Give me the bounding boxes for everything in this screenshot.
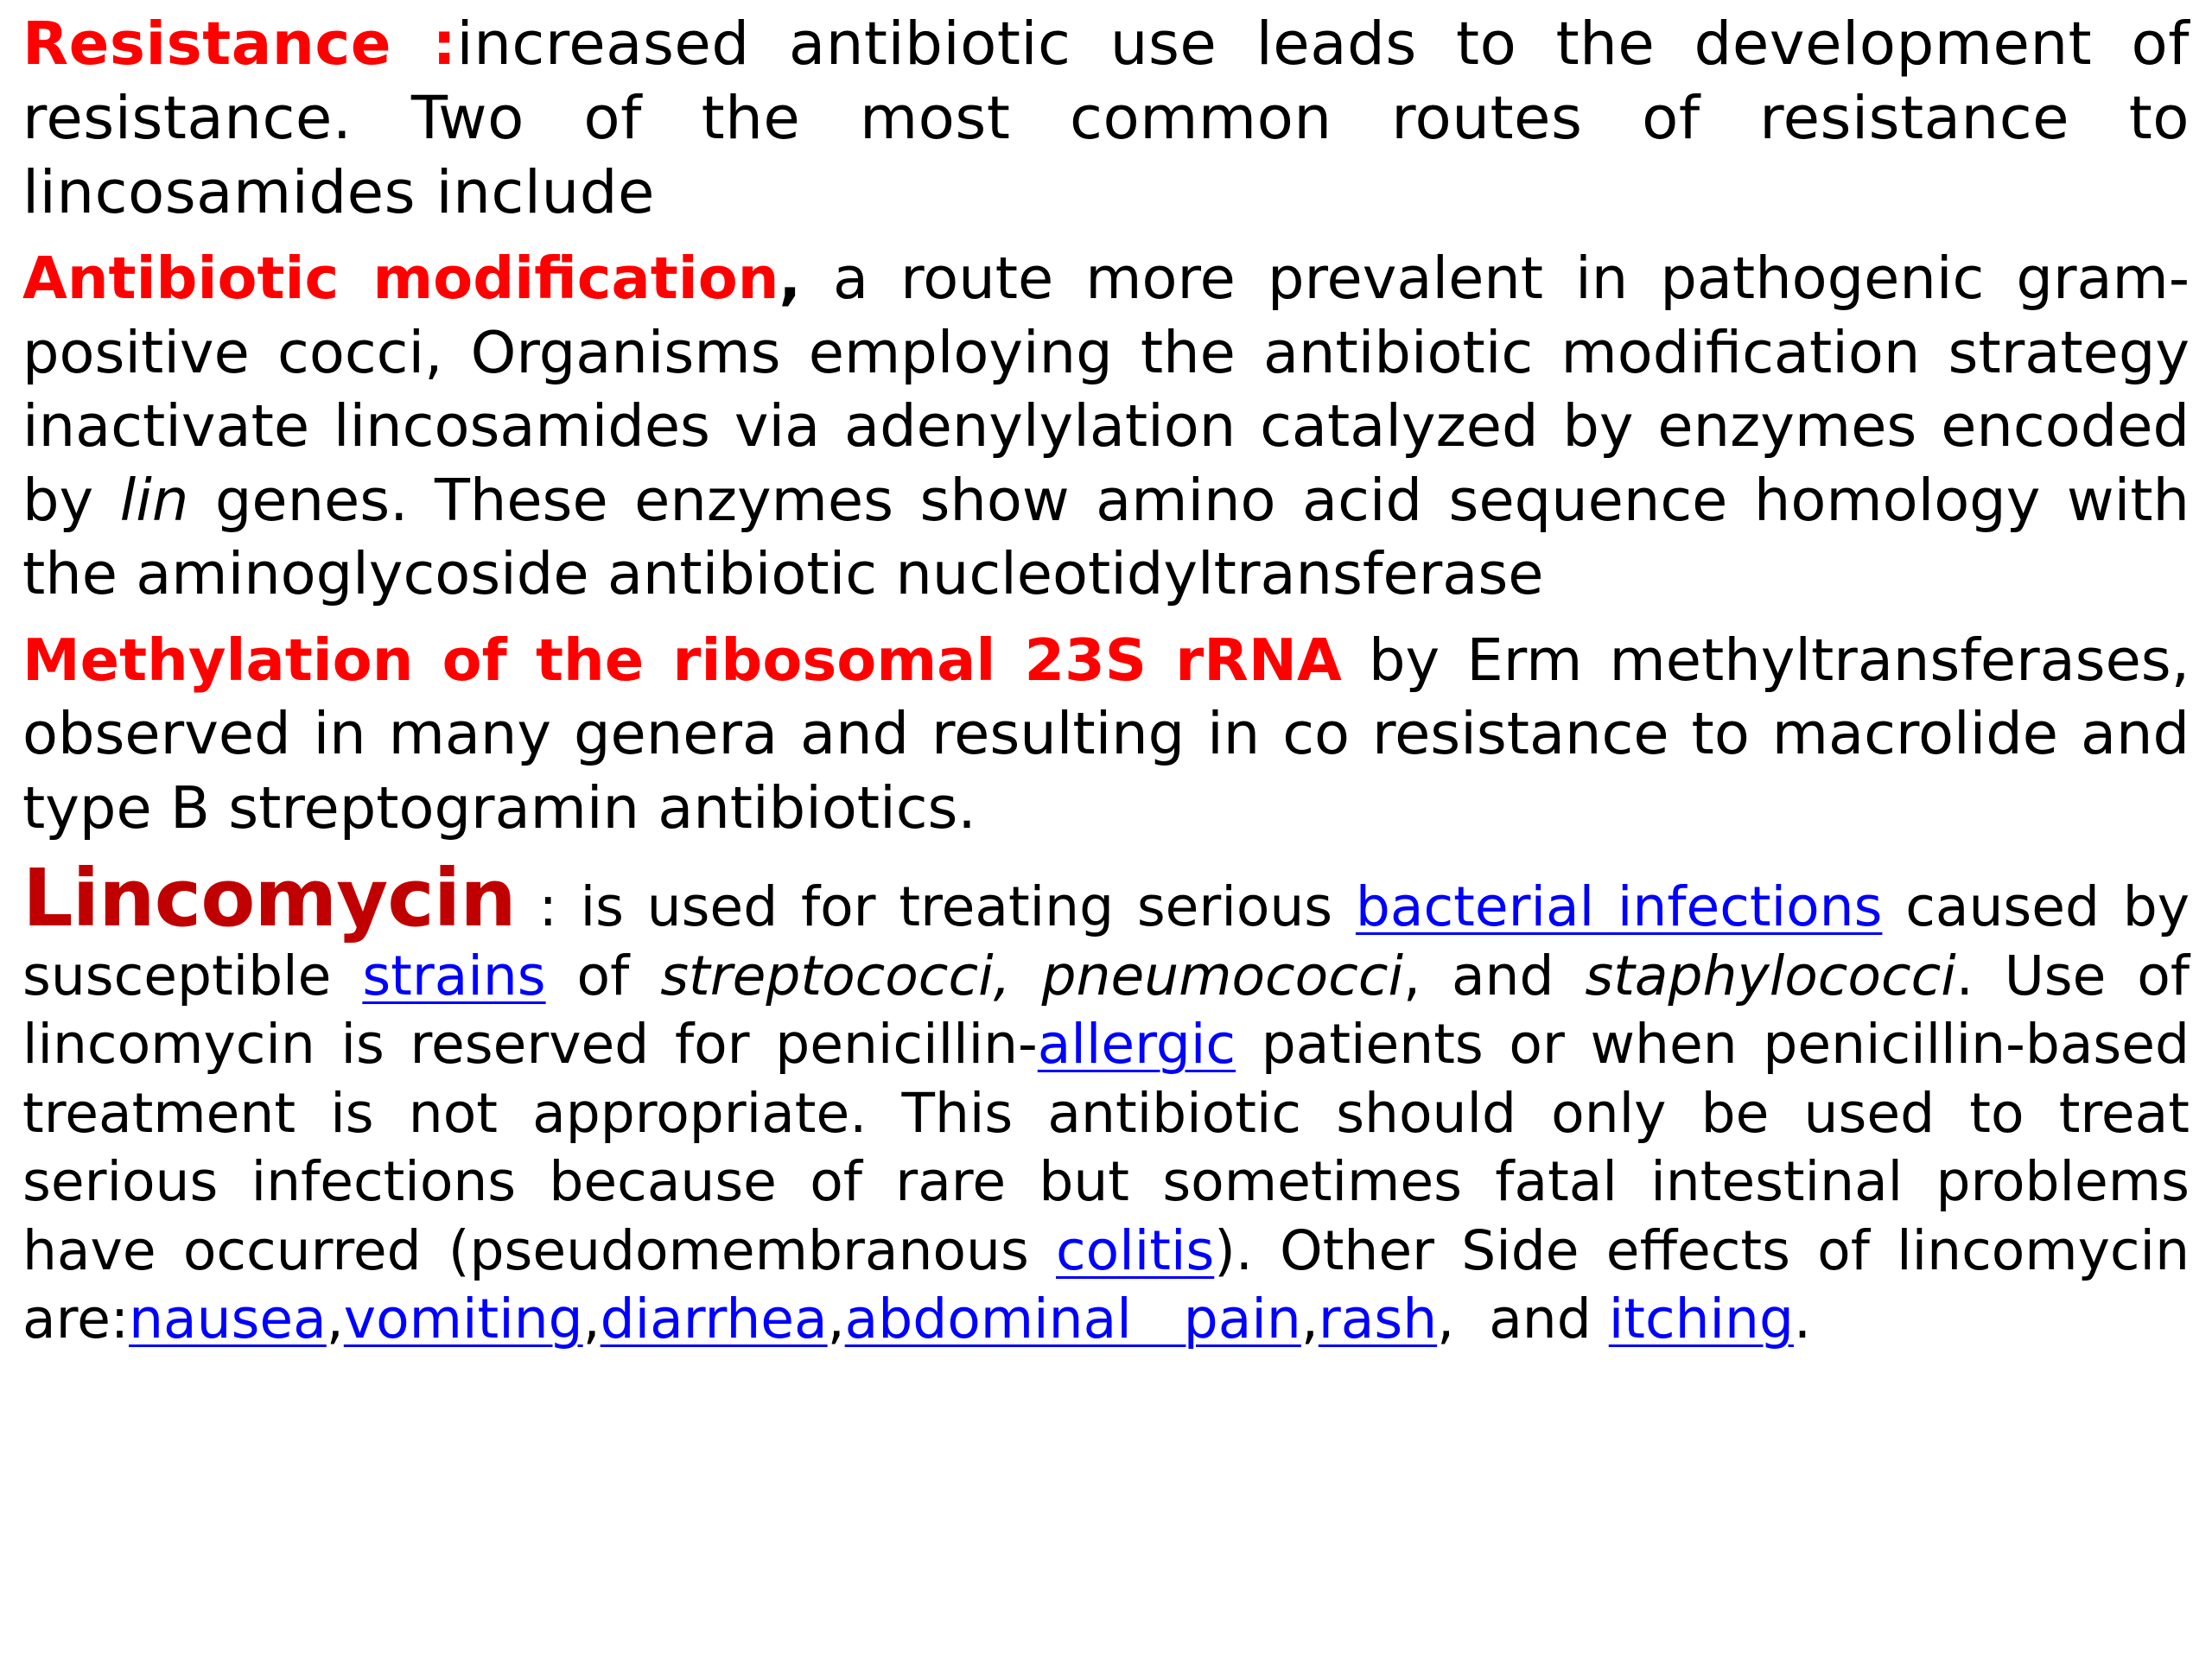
- heading-lincomycin: Lincomycin: [22, 852, 516, 944]
- heading-comma: ,: [779, 245, 801, 312]
- heading-resistance: Resistance :: [22, 10, 457, 79]
- slide-content: [22, 7, 2190, 1354]
- paragraph-resistance: [22, 7, 2190, 230]
- link-nausea[interactable]: nausea: [129, 1287, 327, 1351]
- paragraph-methylation: [22, 624, 2190, 846]
- lincomycin-text-8: , and: [1437, 1287, 1609, 1351]
- link-bacterial-infections[interactable]: bacterial infections: [1355, 875, 1883, 938]
- paragraph-lincomycin: [22, 852, 2190, 1354]
- separator-comma-3: ,: [827, 1287, 845, 1351]
- link-diarrhea[interactable]: diarrhea: [600, 1287, 828, 1351]
- heading-methylation: Methylation of the ribosomal 23S rRNA: [22, 626, 1342, 694]
- resistance-text: increased antibiotic use leads to the development of resistance. Two of the most common routes of resistance to lincosamides include: [22, 10, 2190, 227]
- link-allergic[interactable]: allergic: [1037, 1013, 1236, 1076]
- separator-comma-4: ,: [1300, 1287, 1319, 1351]
- separator-comma-2: ,: [582, 1287, 601, 1351]
- separator-comma-1: ,: [326, 1287, 344, 1351]
- paragraph-antibiotic-modification: [22, 242, 2190, 612]
- link-strains[interactable]: strains: [362, 944, 546, 1007]
- link-abdominal-pain[interactable]: abdominal pain: [844, 1287, 1301, 1351]
- italic-streptococci-pneumococci: streptococci, pneumococci: [660, 944, 1404, 1007]
- methylation-text: by Erm methyltransferases, observed in many genera and resulting in co resistance to macrolide and type B streptogramin antibiotics.: [22, 626, 2190, 842]
- lincomycin-text-2: caused by susceptible: [22, 875, 2190, 1007]
- modification-text-1: a route more prevalent in pathogenic gram-positive cocci, Organisms employing the antibiotic modification strategy inactivate lincosamides via adenylylation catalyzed by enzymes encoded by: [22, 245, 2190, 534]
- lincomycin-text-3: of: [545, 944, 661, 1007]
- modification-italic-lin: lin: [119, 466, 189, 534]
- lincomycin-text-5: . Use of lincomycin is reserved for penicillin-: [22, 944, 2190, 1076]
- link-colitis[interactable]: colitis: [1056, 1218, 1215, 1282]
- lincomycin-text-7: ). Other Side effects of lincomycin are:: [22, 1218, 2190, 1351]
- lincomycin-text-6: patients or when penicillin-based treatment is not appropriate. This antibiotic should only be used to treat serious infections because of rare but sometimes fatal intestinal problems have occurred (pseudomembranous: [22, 1013, 2190, 1282]
- link-rash[interactable]: rash: [1318, 1287, 1438, 1351]
- lincomycin-text-4: , and: [1403, 944, 1586, 1007]
- lincomycin-text-1: : is used for treating serious: [515, 875, 1356, 938]
- lincomycin-end: .: [1793, 1287, 1811, 1351]
- italic-staphylococci: staphylococci: [1585, 944, 1956, 1007]
- link-vomiting[interactable]: vomiting: [343, 1287, 583, 1351]
- link-itching[interactable]: itching: [1608, 1287, 1794, 1351]
- modification-text-2: genes. These enzymes show amino acid sequence homology with the aminoglycoside antibiotic nucleotidyltransferase: [22, 466, 2190, 607]
- heading-antibiotic-modification: Antibiotic modification: [22, 245, 779, 312]
